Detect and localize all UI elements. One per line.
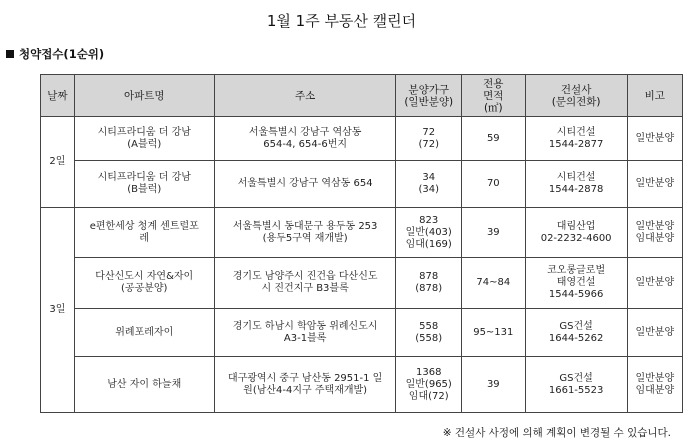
builder-line: 1644-5262 — [548, 332, 604, 344]
units-line: 1368 — [415, 366, 442, 378]
address-line: 서울특별시 동대문구 용두동 253 — [232, 220, 378, 232]
apartment-line: (A블럭) — [127, 138, 162, 150]
table-row — [41, 258, 683, 309]
note-cell — [627, 208, 682, 258]
builder-cell — [525, 208, 627, 258]
address-line: 서울특별시 강남구 역삼동 — [248, 126, 362, 138]
table-header-row — [41, 75, 683, 117]
apartment-cell — [74, 258, 214, 309]
header-area-line: 면적 — [483, 89, 504, 102]
apartment-cell — [74, 309, 214, 357]
apartment-line: 시티프라디움 더 강남 — [97, 126, 191, 138]
address-line: 경기도 남양주시 진건읍 다산신도 — [232, 271, 378, 282]
square-bullet-icon — [6, 50, 14, 58]
calendar-table — [40, 74, 683, 413]
header-note: 비고 — [627, 75, 682, 117]
note-cell — [627, 258, 682, 309]
note-line: 일반분양 — [635, 372, 675, 384]
units-line: 일반(965) — [405, 378, 452, 390]
page-title: 1월 1주 부동산 캘린더 — [266, 12, 417, 30]
apartment-line: (B블럭) — [127, 184, 162, 195]
address-line: A3-1블록 — [283, 332, 327, 344]
builder-line: 시티건설 — [556, 172, 596, 183]
address-cell — [214, 117, 396, 161]
header-builder-line: (문의전화) — [551, 95, 601, 108]
units-cell — [396, 309, 461, 357]
builder-line: 태영건설 — [556, 277, 596, 288]
date-cell: 3일 — [41, 208, 75, 413]
builder-cell — [525, 161, 627, 208]
address-cell — [214, 258, 396, 309]
units-cell — [396, 161, 461, 208]
builder-line: 02-2232-4600 — [540, 232, 612, 244]
units-line: 임대(169) — [405, 238, 452, 250]
apartment-line: 레 — [139, 232, 150, 244]
units-line: 878 — [419, 271, 439, 282]
note-line: 임대분양 — [635, 384, 675, 396]
units-line: (72) — [418, 138, 439, 150]
units-line: 823 — [419, 214, 439, 226]
address-line: 시 진건지구 B3블록 — [261, 283, 349, 294]
address-line: 원(남산4-4지구 주택재개발) — [243, 384, 368, 396]
note-cell — [627, 309, 682, 357]
units-line: (34) — [418, 184, 439, 195]
apartment-line: 남산 자이 하늘채 — [107, 378, 182, 390]
address-line: 654-4, 654-6번지 — [263, 138, 348, 150]
builder-line: 1544-2877 — [548, 138, 604, 150]
units-line: (558) — [415, 332, 443, 344]
address-line: 대구광역시 중구 남산동 2951-1 일 — [227, 372, 383, 384]
builder-line: 시티건설 — [556, 126, 596, 138]
units-cell — [396, 258, 461, 309]
builder-cell — [525, 258, 627, 309]
area-cell: 95~131 — [461, 309, 525, 357]
units-line: 72 — [422, 126, 436, 138]
builder-line: 코오롱글로벌 — [547, 265, 606, 276]
note-line: 일반분양 — [635, 277, 675, 288]
note-line: 일반분양 — [635, 220, 675, 232]
header-area-line: 전용 — [483, 77, 504, 90]
note-line: 임대분양 — [635, 232, 675, 244]
builder-line: GS건설 — [559, 320, 593, 332]
header-address: 주소 — [214, 75, 396, 117]
builder-line: 1544-2878 — [548, 184, 604, 195]
builder-line: 대림산업 — [556, 220, 596, 232]
header-builder — [525, 75, 627, 117]
apartment-line: 시티프라디움 더 강남 — [97, 172, 191, 183]
note-cell — [627, 357, 682, 413]
address-cell — [214, 161, 396, 208]
table-row — [41, 208, 683, 258]
section-heading — [6, 46, 104, 62]
apartment-cell — [74, 117, 214, 161]
area-cell: 39 — [461, 208, 525, 258]
note-cell — [627, 161, 682, 208]
builder-cell — [525, 117, 627, 161]
date-cell: 2일 — [41, 117, 75, 208]
builder-cell — [525, 357, 627, 413]
apartment-line: 위례포레자이 — [115, 326, 174, 338]
apartment-line: e편한세상 청계 센트럴포 — [89, 220, 199, 232]
address-line: 서울특별시 강남구 역삼동 654 — [237, 178, 373, 189]
area-cell: 59 — [461, 117, 525, 161]
apartment-cell — [74, 208, 214, 258]
apartment-line: 다산신도시 자연&자이 — [95, 271, 194, 282]
units-line: 34 — [422, 172, 436, 183]
note-line: 일반분양 — [635, 132, 675, 144]
note-line: 일반분양 — [635, 178, 675, 189]
builder-line: 1661-5523 — [548, 384, 604, 396]
units-cell — [396, 208, 461, 258]
table-row — [41, 357, 683, 413]
units-cell — [396, 357, 461, 413]
note-line: 일반분양 — [635, 326, 675, 338]
table-row — [41, 161, 683, 208]
header-date: 날짜 — [41, 75, 75, 117]
units-line: 558 — [419, 320, 439, 332]
address-line: (용두5구역 재개발) — [262, 232, 348, 244]
address-cell — [214, 357, 396, 413]
units-cell — [396, 117, 461, 161]
header-units-line: (일반분양) — [404, 95, 454, 108]
builder-line: 1544-5966 — [548, 289, 604, 300]
builder-cell — [525, 309, 627, 357]
address-line: 경기도 하남시 학암동 위례신도시 — [232, 320, 378, 332]
builder-line: GS건설 — [559, 372, 593, 384]
header-apartment-name: 아파트명 — [74, 75, 214, 117]
header-area — [461, 75, 525, 117]
area-cell: 74~84 — [461, 258, 525, 309]
area-cell: 39 — [461, 357, 525, 413]
units-line: 임대(72) — [408, 390, 449, 402]
header-units — [396, 75, 461, 117]
footnote: ※ 건설사 사정에 의해 계획이 변경될 수 있습니다. — [442, 427, 671, 439]
address-cell — [214, 208, 396, 258]
header-units-line: 분양가구 — [408, 83, 449, 96]
address-cell — [214, 309, 396, 357]
table-row — [41, 309, 683, 357]
area-cell: 70 — [461, 161, 525, 208]
header-area-line: (㎡) — [483, 101, 503, 114]
apartment-cell — [74, 357, 214, 413]
units-line: (878) — [415, 283, 443, 294]
note-cell — [627, 117, 682, 161]
units-line: 일반(403) — [405, 226, 452, 238]
header-builder-line: 건설사 — [560, 83, 592, 96]
apartment-line: (공공분양) — [121, 283, 168, 294]
apartment-cell — [74, 161, 214, 208]
table-row — [41, 117, 683, 161]
section-heading-label: 청약접수(1순위) — [19, 47, 105, 61]
